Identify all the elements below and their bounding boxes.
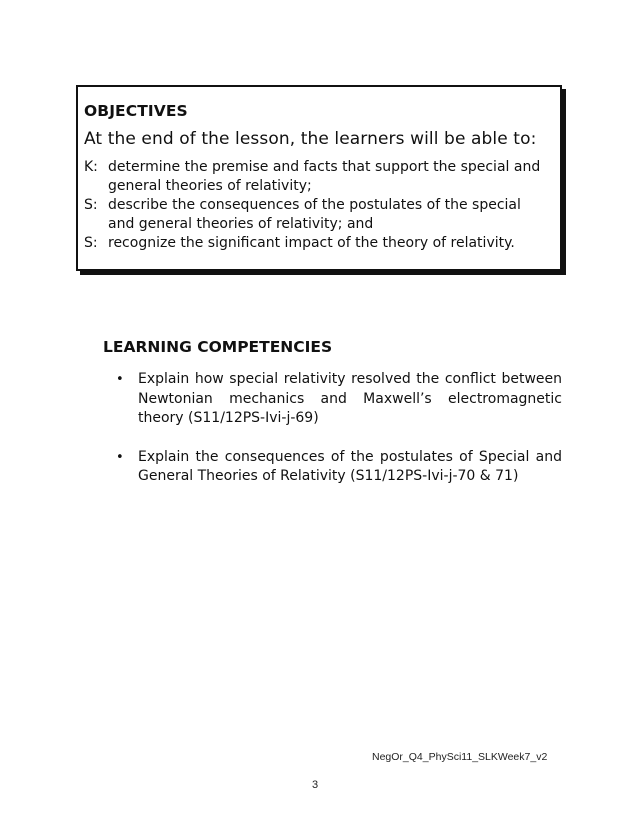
- objective-domain-letter: S:: [84, 235, 98, 251]
- objective-domain-letter: S:: [84, 197, 98, 213]
- objective-item: [84, 158, 560, 196]
- objectives-box: [76, 85, 562, 271]
- competency-item: [116, 448, 562, 487]
- objectives-list: [84, 158, 560, 253]
- objective-text: determine the premise and facts that support the special and general theories of relativity;: [108, 159, 541, 194]
- objective-text: describe the consequences of the postulates of the special and general theories of relativity; and: [108, 197, 521, 232]
- learning-competencies-list: [116, 370, 562, 506]
- objectives-heading: OBJECTIVES: [84, 102, 188, 120]
- objective-domain-letter: K:: [84, 159, 98, 175]
- bullet-icon: •: [116, 372, 124, 387]
- objective-item: [84, 234, 560, 253]
- bullet-icon: •: [116, 449, 124, 465]
- page-number: 3: [312, 779, 319, 791]
- competency-item: [116, 370, 562, 429]
- document-code: NegOr_Q4_PhySci11_SLKWeek7_v2: [372, 751, 548, 763]
- competency-text: Explain how special relativity resolved the conflict between Newtonian mechanics and Maxwell’s electromagnetic theory (S11/12PS-Ivi-j-69): [138, 371, 562, 426]
- learning-competencies-heading: LEARNING COMPETENCIES: [103, 338, 333, 356]
- objectives-intro: At the end of the lesson, the learners will be able to:: [84, 129, 537, 149]
- objective-item: [84, 196, 560, 234]
- competency-text: Explain the consequences of the postulates of Special and General Theories of Relativity (S11/12PS-Ivi-j-70 & 71): [138, 448, 562, 484]
- objective-text: recognize the significant impact of the theory of relativity.: [108, 235, 515, 251]
